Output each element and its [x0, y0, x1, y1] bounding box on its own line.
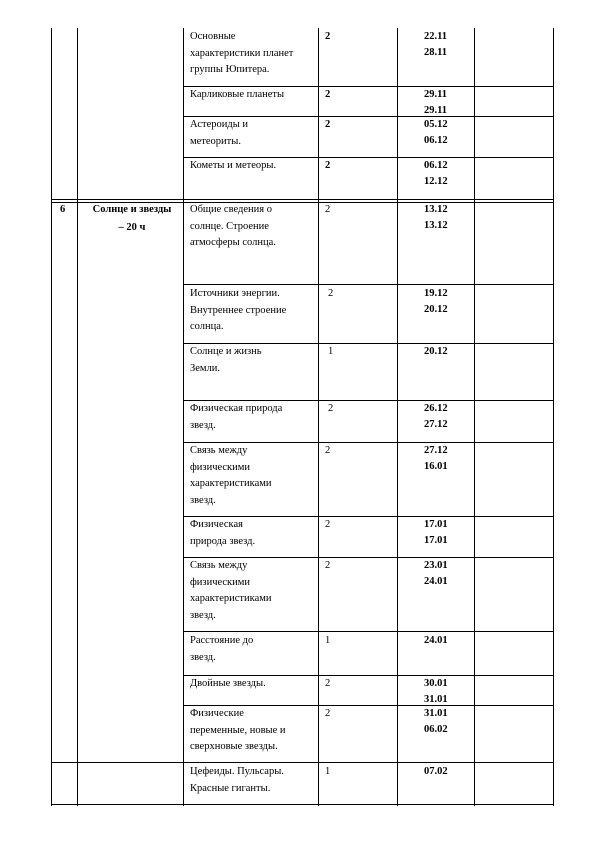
- lesson-topic: Общие сведения о солнце. Строение атмосферы солнца.: [190, 204, 276, 248]
- lesson-topic: Цефеиды. Пульсары. Красные гиганты.: [190, 766, 284, 794]
- table-border-bottom: [51, 804, 554, 805]
- lesson-dates: 27.12 16.01: [424, 445, 448, 472]
- lesson-hours: 2: [325, 119, 331, 130]
- lesson-dates: 20.12: [424, 346, 448, 357]
- lesson-topic: Физические переменные, новые и сверхновые звезды.: [190, 708, 286, 752]
- lesson-dates: 05.12 06.12: [424, 119, 448, 146]
- lesson-hours: 2: [325, 445, 331, 456]
- lesson-topic: Источники энергии. Внутреннее строение солнца.: [190, 288, 287, 332]
- lesson-hours: 2: [325, 31, 331, 42]
- lesson-dates: 26.12 27.12: [424, 403, 448, 430]
- lesson-topic: Связь между физическими характеристиками звезд.: [190, 445, 272, 506]
- row-divider: [51, 199, 554, 200]
- section-title: Солнце и звезды: [92, 204, 172, 215]
- lesson-dates: 31.01 06.02: [424, 708, 448, 735]
- lesson-dates: 22.11 28.11: [424, 31, 448, 58]
- row-divider: [183, 631, 554, 632]
- lesson-hours: 2: [325, 678, 331, 689]
- table-border-left: [51, 28, 52, 806]
- lesson-dates: 07.02: [424, 766, 448, 777]
- lesson-topic: Кометы и метеоры.: [190, 160, 277, 171]
- lesson-hours: 2: [325, 519, 331, 530]
- lesson-topic: Расстояние до звезд.: [190, 635, 254, 663]
- lesson-dates: 19.12 20.12: [424, 288, 448, 315]
- column-divider-number: [77, 28, 78, 806]
- section-number: 6: [60, 204, 66, 215]
- lesson-dates: 23.01 24.01: [424, 560, 448, 587]
- column-divider-dates: [474, 28, 475, 806]
- lesson-hours: 2: [325, 560, 331, 571]
- lesson-hours: 2: [325, 160, 331, 171]
- lesson-topic: Солнце и жизнь Земли.: [190, 346, 262, 374]
- column-divider-topic: [318, 28, 319, 806]
- lesson-dates: 13.12 13.12: [424, 204, 448, 231]
- lesson-hours: 2: [325, 204, 331, 215]
- lesson-hours: 1: [325, 635, 331, 646]
- lesson-hours: 2: [325, 89, 331, 100]
- lesson-dates: 06.12 12.12: [424, 160, 448, 187]
- lesson-hours: 1: [328, 346, 334, 357]
- lesson-topic: Физическая природа звезд.: [190, 403, 283, 431]
- lesson-topic: Астероиды и метеориты.: [190, 119, 248, 147]
- lesson-dates: 29.11 29.11: [424, 89, 448, 116]
- lesson-topic: Физическая природа звезд.: [190, 519, 256, 547]
- table-border-right: [553, 28, 554, 806]
- lesson-topic: Двойные звезды.: [190, 678, 266, 689]
- row-divider: [183, 284, 554, 285]
- lesson-dates: 17.01 17.01: [424, 519, 448, 546]
- lesson-topic: Карликовые планеты: [190, 89, 285, 100]
- lesson-hours: 2: [328, 403, 334, 414]
- lesson-dates: 30.01 31.01: [424, 678, 448, 705]
- lesson-hours: 2: [325, 708, 331, 719]
- lesson-hours: 2: [328, 288, 334, 299]
- section-hours-total: – 20 ч: [118, 222, 146, 233]
- lesson-hours: 1: [325, 766, 331, 777]
- lesson-dates: 24.01: [424, 635, 448, 646]
- column-divider-hours: [397, 28, 398, 806]
- lesson-topic: Связь между физическими характеристиками звезд.: [190, 560, 272, 621]
- lesson-topic: Основные характеристики планет группы Юпитера.: [190, 31, 294, 75]
- column-divider-section: [183, 28, 184, 806]
- row-divider: [51, 762, 554, 763]
